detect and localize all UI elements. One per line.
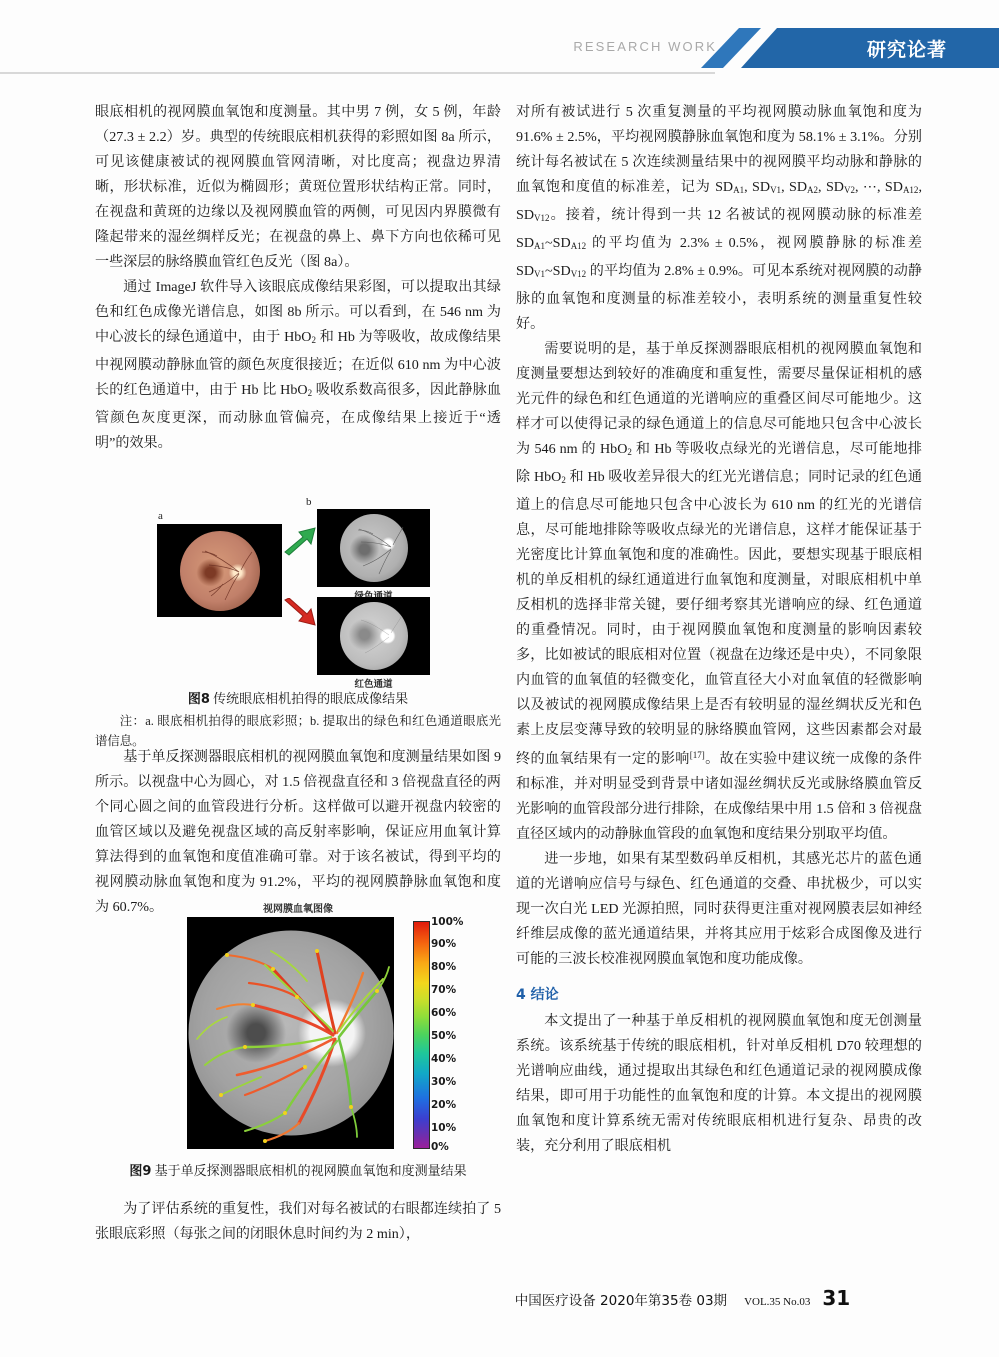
colorbar-tick-80: 80% — [431, 961, 457, 973]
right-hbo2-sub-1: 2 — [627, 447, 632, 457]
right-p1-i: 的平均值为 2.3% ± 0.5%，视网膜静脉的标准差 SD — [516, 235, 922, 279]
right-p1-j: ~SD — [545, 263, 571, 279]
sd-v12-sub-2: V12 — [570, 269, 587, 279]
right-p2-c: 和 Hb 吸收差异很大的红光光谱信息；同时记录的红色通道上的信息尽可能地只包含中心波长为 610 nm 的红光的光谱信息，尽可能地排除等吸收点绿光的光谱信息，这样才能保证基于光密度比计算血氧饱和度的准确性。因此，要想实现基于眼底相机的单反相机的绿红通道进行血氧饱和度测量，对眼底相机中单反相机的选择非常关键，要仔细考察其光谱响应的绿、红色通道的重叠情况。同时，由于视网膜血氧饱和度测量的影响因素较多，比如被试的眼底相对位置（视盘在边缘还是中央），不同象限内血管的血氧值的轻微变化，血管直径大小对血氧值的轻微影响以及被试的视网膜成像结果上是否有较明显的湿丝绸状反光和色素上皮层变薄导致的较明显的脉络膜血管网，这些因素都会对最终的血氧结果有一定的影响 — [516, 469, 922, 767]
right-paragraph-3: 进一步地，如果有某型数码单反相机，其感光芯片的蓝色通道的光谱响应信号与绿色、红色通道的交叠、串扰极少，可以实现一次白光 LED 光源拍照，同时获得更注重对视网膜表层如神经纤维层成像的蓝光通道结果，并将其应用于炫彩合成图像及进行可能的三波长校准视网膜血氧饱和度功能成像。 — [516, 851, 922, 967]
figure-8-label-b: b — [306, 496, 312, 508]
footer-journal-title: 中国医疗设备 2020年第35卷 03期 — [514, 1293, 728, 1309]
colorbar-tick-0: 0% — [431, 1141, 449, 1153]
figure-9-stage — [95, 917, 501, 1157]
hbo2-subscript-1: 2 — [311, 335, 316, 345]
oximetry-colorbar — [413, 921, 430, 1149]
left-column-continued — [95, 745, 501, 920]
left-paragraph-3: 基于单反探测器眼底相机的视网膜血氧饱和度测量结果如图 9 所示。以视盘中心为圆心，对 1.5 倍视盘直径和 3 倍视盘直径的两个同心圆之间的血管段进行分析。这样做可以避开视盘内较密的血管区域以及避免视盘区域的高反射率影响，保证应用血氧计算算法得到的血氧饱和度值准确可靠。对于该名被试，得到平均的视网膜动脉血氧饱和度为 91.2%，平均的视网膜静脉血氧饱和度为 60.7%。 — [95, 749, 501, 915]
right-p1-h: ~SD — [545, 235, 571, 251]
red-channel-vessel-overlay — [317, 597, 430, 675]
header-research-work-label: RESEARCH WORK — [573, 39, 717, 54]
red-channel-arrow-icon — [283, 598, 317, 628]
page-footer — [0, 1286, 999, 1310]
fundus-color-vessel-overlay — [157, 524, 282, 617]
sd-v1-sub-2: V1 — [534, 269, 546, 279]
green-channel-vessel-overlay — [317, 509, 430, 587]
figure-9-title: 视网膜血氧图像 — [263, 904, 333, 915]
right-p1-e: , ⋯, SD — [854, 179, 903, 195]
left-paragraph-1: 眼底相机的视网膜血氧饱和度测量。其中男 7 例，女 5 例，年龄（27.3 ± 2.2）岁。典型的传统眼底相机获得的彩照如图 8a 所示，可见该健康被试的视网膜血管网清晰，对比度高；视盘边界清晰，形状标准，近似为椭圆形；黄斑位置形状结构正常。同时，在视盘和黄斑的边缘以及视网膜血管的两侧，可见因内界膜微有隆起带来的湿丝绸样反光；在视盘的鼻上、鼻下方向也依稀可见一些深层的脉络膜血管红色反光（图 8a）。 — [95, 104, 501, 270]
colorbar-tick-100: 100% — [431, 916, 464, 928]
left-paragraph-4: 为了评估系统的重复性，我们对每名被试的右眼都连续拍了 5 张眼底彩照（每张之间的闭眼休息时间约为 2 min）， — [95, 1201, 501, 1242]
right-p1-k: 的平均值为 2.8% ± 0.9%。可见本系统对视网膜的动静脉的血氧饱和度测量的标准差较小，表明系统的测量重复性较好。 — [516, 263, 922, 332]
header-banner-label: 研究论著 — [866, 39, 947, 61]
fundus-color-photo — [157, 524, 282, 617]
hbo2-subscript-2: 2 — [307, 388, 313, 398]
figure-9 — [95, 900, 501, 1182]
reference-marker-17: [17] — [689, 750, 705, 760]
figure-9-caption — [95, 1161, 501, 1182]
figure-9-caption-text: 基于单反探测器眼底相机的视网膜血氧饱和度测量结果 — [154, 1163, 467, 1178]
header-rule-left — [0, 72, 96, 74]
figure-8-caption-number: 图8 — [187, 692, 210, 707]
right-paragraph-1 — [516, 100, 922, 337]
colorbar-tick-40: 40% — [431, 1053, 457, 1065]
right-paragraph-4: 本文提出了一种基于单反相机的视网膜血氧饱和度无创测量系统。该系统基于传统的眼底相机，针对单反相机 D70 较理想的光谱响应曲线，通过提取出其绿色和红色通道记录的视网膜成像结果，即可用于功能性的血氧饱和度的计算。本文提出的视网膜血氧饱和度计算系统无需对传统眼底相机进行复杂、昂贵的改装，充分利用了眼底相机 — [516, 1013, 922, 1154]
figure-8-note: 注：a. 眼底相机拍得的眼底彩照；b. 提取出的绿色和红色通道眼底光谱信息。 — [95, 714, 501, 748]
figure-8-images — [95, 496, 501, 690]
right-paragraph-2 — [516, 337, 922, 847]
footer-page-number: 31 — [822, 1286, 851, 1310]
red-channel-photo — [317, 597, 430, 675]
figure-9-caption-number: 图9 — [129, 1164, 152, 1179]
sd-a12-sub-2: A12 — [570, 241, 587, 251]
right-p1-a: 对所有被试进行 5 次重复测量的平均视网膜动脉血氧饱和度为 91.6% ± 2.5%，平均视网膜静脉血氧饱和度为 58.1% ± 3.1%。分别统计每名被试在 5 次连续测量结果中的视网膜平均动脉和静脉的血氧饱和度值的标准差，记为 SD — [516, 104, 922, 195]
right-p2-b: 和 Hb 等吸收点绿光的光谱信息，尽可能地排除 HbO — [516, 441, 922, 485]
figure-8 — [95, 498, 501, 751]
colorbar-tick-90: 90% — [431, 938, 457, 950]
header-rule — [95, 72, 715, 74]
sd-a1-sub-2: A1 — [534, 241, 546, 251]
colorbar-tick-70: 70% — [431, 984, 457, 996]
footer-volume: VOL.35 No.03 — [744, 1296, 811, 1308]
left-column — [95, 100, 501, 456]
right-p1-g: 。接着，统计得到一共 12 名被试的视网膜动脉的标准差 SD — [516, 207, 922, 251]
right-p1-f: , SD — [516, 179, 922, 223]
right-p2-d: 。故在实验中建议统一成像的条件和标准，并对明显受到背景中诸如湿丝绸状反光或脉络膜血管反光影响的血管段部分进行排除，在成像结果中用 1.5 倍和 3 倍视盘直径区域内的动静脉血管段的血氧饱和度结果分别取平均值。 — [516, 751, 923, 842]
oximetry-map-image — [187, 917, 394, 1149]
footer-content — [515, 1286, 850, 1310]
sd-a12-sub: A12 — [902, 185, 919, 195]
colorbar-tick-20: 20% — [431, 1099, 457, 1111]
oximetry-colorbar-ticks — [431, 917, 491, 1153]
left-p2-part-b: 和 Hb 为等吸收，故成像结果中视网膜动静脉血管的颜色灰度很接近；在近似 610 nm 为中心波长的红色通道中，由于 Hb 比 HbO — [95, 329, 501, 398]
green-channel-arrow-icon — [283, 526, 317, 556]
right-p1-c: , SD — [781, 179, 808, 195]
right-hbo2-sub-2: 2 — [561, 475, 566, 485]
colorbar-tick-30: 30% — [431, 1076, 457, 1088]
left-paragraph-2 — [95, 275, 501, 456]
figure-8-caption — [95, 688, 501, 710]
red-channel-label: 红色通道 — [354, 679, 393, 690]
sd-v2-sub: V2 — [843, 185, 855, 195]
section-heading-conclusion: 4 结论 — [516, 987, 559, 1003]
sd-v1-sub: V1 — [770, 185, 782, 195]
green-channel-photo — [317, 509, 430, 587]
page-header — [0, 28, 999, 74]
figure-8-label-a: a — [158, 510, 163, 522]
right-column — [516, 100, 922, 1159]
oximetry-vessel-overlay — [187, 917, 394, 1149]
figure-8-caption-text: 传统眼底相机拍得的眼底成像结果 — [213, 691, 409, 706]
left-column-tail — [95, 1197, 501, 1247]
colorbar-tick-50: 50% — [431, 1030, 457, 1042]
right-p2-a: 需要说明的是，基于单反探测器眼底相机的视网膜血氧饱和度测量要想达到较好的准确度和重复性，需要尽量保证相机的感光元件的绿色和红色通道的光谱响应的重叠区间尽可能地少。这样才可以使得记录的绿色通道上的信息尽可能地只包含中心波长为 546 nm 的 HbO — [516, 341, 922, 457]
colorbar-tick-10: 10% — [431, 1122, 457, 1134]
left-p2-part-a: 通过 ImageJ 软件导入该眼底成像结果彩图，可以提取出其绿色和红色成像光谱信息，如图 8b 所示。可以看到，在 546 nm 为中心波长的绿色通道中，由于 HbO — [95, 279, 501, 345]
sd-a2-sub: A2 — [807, 185, 819, 195]
left-p2-part-c: 吸收系数高很多，因此静脉血管颜色灰度更深，而动脉血管偏亮，在成像结果上接近于“透明”的效果。 — [95, 382, 501, 451]
right-p1-b: , SD — [744, 179, 771, 195]
sd-a1-sub: A1 — [733, 185, 745, 195]
right-p1-d: , SD — [818, 179, 844, 195]
colorbar-tick-60: 60% — [431, 1007, 457, 1019]
sd-v12-sub: V12 — [534, 213, 550, 223]
